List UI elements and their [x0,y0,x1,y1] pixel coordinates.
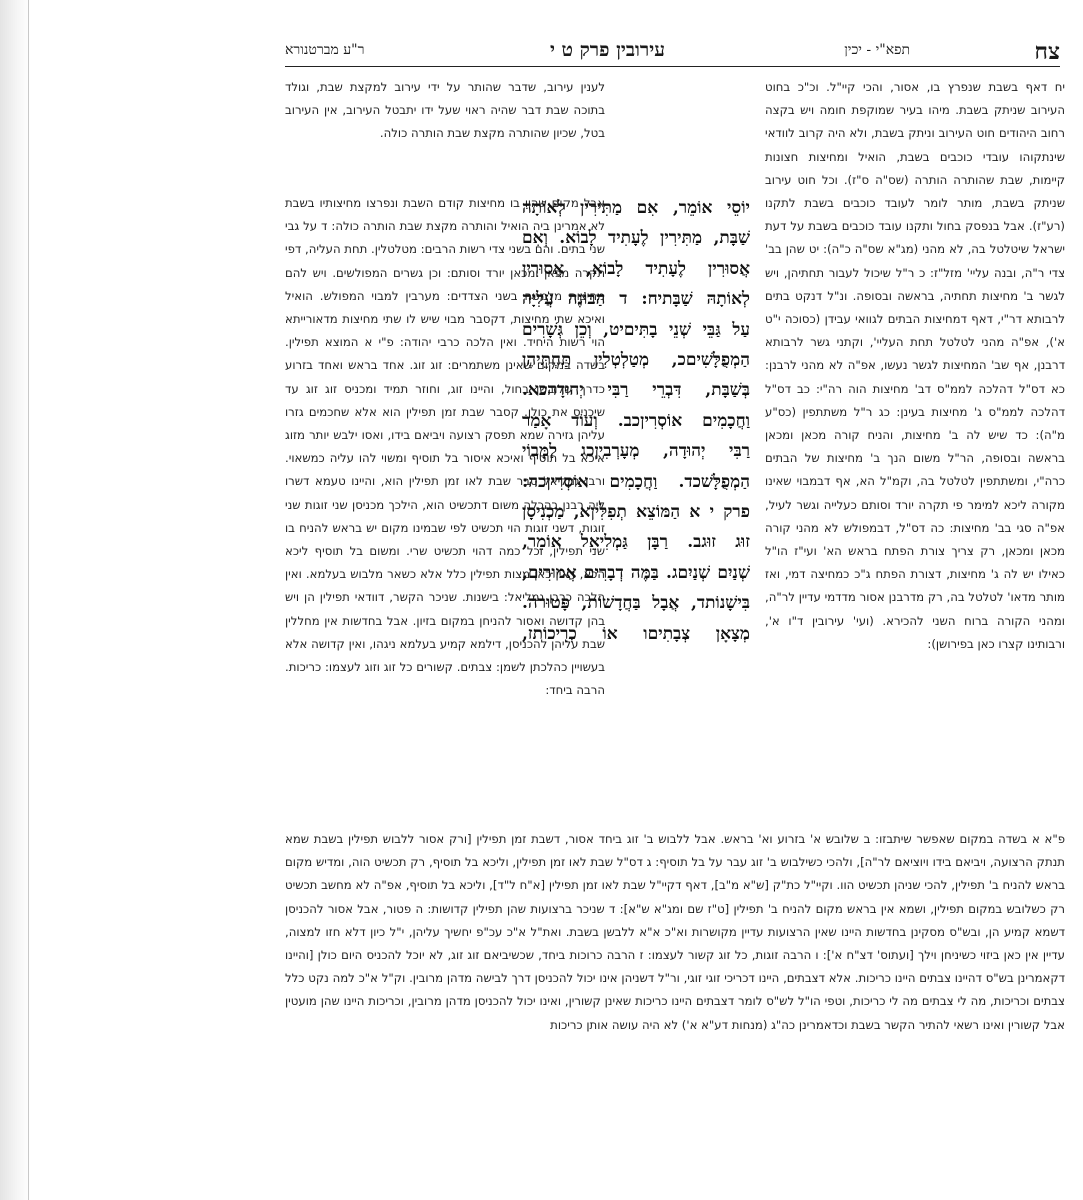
mishnah-text-block [522,193,750,649]
tractate-title: עירובין פרק ט י [549,39,665,61]
mishnah-line: רַבִּי יְהוּדָה, מְעָרְבִיןכג לַמָּבוֹי [522,441,750,462]
mishnah-line: יוֹסֵי אוֹמֵר, אִם מַתִּירִין לְאוֹתָהּ [522,198,750,218]
book-spine-shadow [0,0,30,1200]
bottom-commentary [285,828,1065,1037]
bottom-commentary-text: פ"א א בשדה במקום שאפשר שיתבזו: ב שלובש א' בזרוע וא' בראש. אבל ללבוש ב' זוג ביחד אסור, דשבת זמן תפילין [ורק אסור ללבוש תפילין בשבת שמא תנתק הרצועה, ויביאם בידו ויוציאם לר"ה], ולהכי כשילבוש ב' זוג עבר על בל תוסיף: ג דס"ל שבת לאו זמן תפילין, וליכא בל תוסיף, רק תכשיט הוה, ומדיש מקום בראש להניח ב' תפילין, להכי שניהן תכשיט הוו. וקיי"ל כת"ק [ש"א מ"ב], דאף דקיי"ל שבת לאו זמן תפילין [א"ח ל"ד], וליכא בל תוסיף, אפ"ה לא מחשב תכשיט רק כשלובש במקום תפילין, ושמא אין בראש מקום להניח ב' תפילין [ט"ז שם ומג"א ש"א]: ד שניכר ברצועות שהן תפילין קדושות: ה פטור, אבל אסור להכניסן דשמא קמיע הן, ובש"ס מסקינן בחדשות היינו שאין הרצועות עדיין מקושרות וא"כ א"א ללבשן בשבת. ואת"ל א"כ עכ"פ יחשיך עליהן, י"ל כיון דלא חזו למצוה, עדיין אין כאן ביזוי כשיניחן וילך [ועתוס' דצ"ח א']: ו הרבה זוגות, כל זוג קשור לעצמו: ז הרבה כרוכות ביחד, שכשיביאם זוג זוג, לא יוכל להכניס היום כולן [והיינו דקאמרינן בש"ס דהיינו צבתים היינו כריכות. אלא דצבתים, היינו דכריכי זוגי זוגי, ור"ל דשניהן אינו יכול להכניסן דרך לבישה מדהן מרובין. וק"ל א"כ למה נקט כלל צבתים וכריכות, מה לי צבתים מה לי כריכות, וטפי הו"ל לש"ס לומר דצבתים היינו כריכות שאינן קשורין, ואינו יכול להכניסן מדהן מרובין, וכריכות היינו שהן מועטין אבל קשורין ואינו רשאי להתיר הקשר בשבת וכדאמרינן כה"ג (מנחות דע"א א') לא היה עושה אותן כריכות [285,832,1065,1032]
tifereth-yisrael-commentary-column [765,76,1065,656]
mishnah-line: מְצָאָן צְבָתִיםו אוֹ כְרִיכוֹתז, [522,623,750,644]
page [35,0,1075,1200]
tifereth-yisrael-text: יח דאף בשבת שנפרץ בו, אסור, והכי קיי"ל. וכ"כ בחוט העירוב שניתק בשבת. מיהו בעיר שמוקפת חומה ויש בקצה רחוב היהודים חוט העירוב וניתק בשבת, ולא היה קרוב לוודאי שינתקוהו עובדי כוכבים בשבת, הואיל ומחיצות חצונות קיימות, שבת שהותרה הותרה (שס"ה ס"ז). וכל חוט עירוב שניתק בשבת, מותר לומר לעובד כוכבים בשבת לתקנו (רע"ז). אבל בנפסק בחול ותקנו עובד כוכבים בשבת על דעת ישראל שיטלטל בה, לא מהני (מג"א שס"ה כ"ה): יט שהן בב' צדי ר"ה, ובנה עליי' מזל"ז: כ ר"ל שיכול לעבור תחתיהן, ויש לגשר ב' מחיצות תחתיה, בראשה ובסופה. ונ"ל דנקט בתים לרבותא דר"י, דאף דמחיצות הבתים לגוואי עבידן (כסוכה י"ט א'), אפ"ה מהני לטלטל תחת העליי', וקתני גשר לרבותא דרבנן, אף שב' המחיצות לגשר נעשו, אפ"ה לא מהני לרבנן: כא דס"ל דהלכה לממ"ס דב' מחיצות הוה רה"י: כב דס"ל דהלכה לממ"ס ג' מחיצות בעינן: כג ר"ל משתתפין (כס"ע מ"ה): כד שיש לה ב' מחיצות, והניח קורה מכאן ומכאן בראשה ובסופה, הר"ל משום הנך ב' מחיצות של הבתים כרה"י, ומשתתפין לטלטל בה, וקמ"ל הא, אף דבמבוי שאינו מקורה ליכא למימר פי תקרה יורד וסותם כעלייה וגשר לעיל, אפ"ה סגי בב' מחיצות: כה דס"ל, דבמפולש לא מהני קורה מכאן ומכאן, רק צריך צורת הפתח בראש הא' ועי"ז הו"ל כאילו יש לה ג' מחיצות, דצורת הפתח ג"כ כמחיצה דמי, ואז מותר מדאו' לטלטל בה, רק מדרבנן אסור מדדמי עדיין לר"ה, ומהני הקורה ברוח השני להכירא. (ועי' עירובין ד"ו א', ורבותינו קצרו כאן בפירושן): [765,80,1065,651]
mishnah-line: פרק י א הַמּוֹצֵא תְפִלִּיןא, מַכְנִיסָן [522,502,750,523]
mishnah-line: הַמְפֻלָּשׁכד. וַחֲכָמִים אוֹסְרִיןכה: [522,471,750,492]
bartenura-text-top: לענין עירוב, שדבר שהותר על ידי עירוב למקצת שבת, וגולד בתוכה שבת דבר שהיה ראוי שעל ידו יתבטל העירוב, אין העירוב בטל, שכיון שהותרה מקצת שבת הותרה כולה. [285,80,605,141]
page-number: צח [1034,38,1060,65]
mishnah-line: עַל גַּבֵּי שְׁנֵי בָתִּיםיט, וְכֵן גְּשָׁרִים [522,319,750,340]
header-commentary-label-left: ר"ע מברטנורא [285,42,365,58]
mishnah-line: זוּג זוּגב. רַבָּן גַּמְלִיאֵל אוֹמֵר, [522,532,750,553]
mishnah-line: שַׁבָּת, מַתִּירִין לֶעָתִיד לָבוֹא. וְאִם [522,228,750,249]
mishnah-line: לְאוֹתָהּ שַׁבָּתיח: ד הַבּוֹנֶה עֲלִיָּה [522,289,750,310]
page-header [285,40,1060,67]
mishnah-line: וַחֲכָמִים אוֹסְרִיןכב. וְעוֹד אָמַר [522,410,750,431]
mishnah-line: אֲסוּרִין לֶעָתִיד לָבוֹא, אֲסוּרִין [522,258,750,279]
mishnah-line: שְׁנַיִם שְׁנַיִםג. בַּמֶּה דְבָרִים אֲמוּרִים, [522,562,750,583]
header-commentary-label-right: תפא"י - יכין [844,42,910,58]
bartenura-commentary-top [285,76,605,146]
mishnah-line: הַמְפֻלָּשִׁיםכ, מְטַלְטְלִין תַּחְתֵּיהֶן [522,350,750,371]
bartenura-text: אבל מקום שהיו בו מחיצות קודם השבת ונפרצו מחיצותיו בשבת לא אמרינן ביה הואיל והותרה מקצת שבת הותרה כולה: ד על גבי שני בתים. והם בשני צדי רשות הרבים: מטלטלין. תחת העליה, דפי תקרה מכאן ומכאן יורד וסותם: וכן גשרים המפולשים. ויש להם מחיצות מלמטה בשני הצדדים: מערבין למבוי המפולש. הואיל ואיכא שתי מחיצות, דקסבר מבוי שיש לו שתי מחיצות מדאורייתא הוי רשות היחיד. ואין הלכה כרבי יהודה: פ"י א המוצא תפילין. בשדה במקום שאינן משתמרים: זוג זוג. אחד בראש ואחד בזרוע כדרך שלובשן בחול, והיינו זוג, וחוזר תמיד ומכניס זוג זוג עד שיכניס את כולן. קסבר שבת זמן תפילין הוא אלא שחכמים גזרו עליהן גזירה שמא תפסק רצועה ויביאם בידו, ואסו ילבש יותר מזוג איכא בל תוסיף ואיכא איסור בל תוסיף ומשוי להו עליה כמשאוי. ורבן גמליאל סבר שבת לאו זמן תפילין הוא, והיינו טעמא דשרו ליה רבנן בהכלה משום דתכשיט הוא, הילכך מכניסן שני זוגות שני זוגות, דשני זוגות הוי תכשיט לפי שבמינו מקום יש בראש להניח בו שני תפילין, וכל כמה דהוי תכשיט שרי. ומשום בל תוסיף ליכא הכא, דאין כאן מצות תפילין כלל אלא כשאר מלבוש בעלמא. ואין הלכה כרבן גמליאל: בישנות. שניכר הקשר, דוודאי תפילין הן ויש בהן קדושה ואסור להניחן במקום בזיון. אבל בחדשות אין מחללין שבת עליהן להכניסן, דילמא קמיע בעלמא ניגהו, ואין קדושה אלא בעשויין כהלכתן לשמן: צבתים. קשורים כל זוג וזוג לעצמו: כריכות. הרבה ביחד: [285,196,605,698]
gutter-line [28,0,29,1200]
mishnah-line: בְּשַׁבָּת, דִּבְרֵי רַבִּי יְהוּדָהכא. [522,380,750,401]
mishnah-line: בִּישָׁנוֹתד, אֲבָל בַּחֲדָשׁוֹת, פָּטוּרה. [522,593,750,614]
